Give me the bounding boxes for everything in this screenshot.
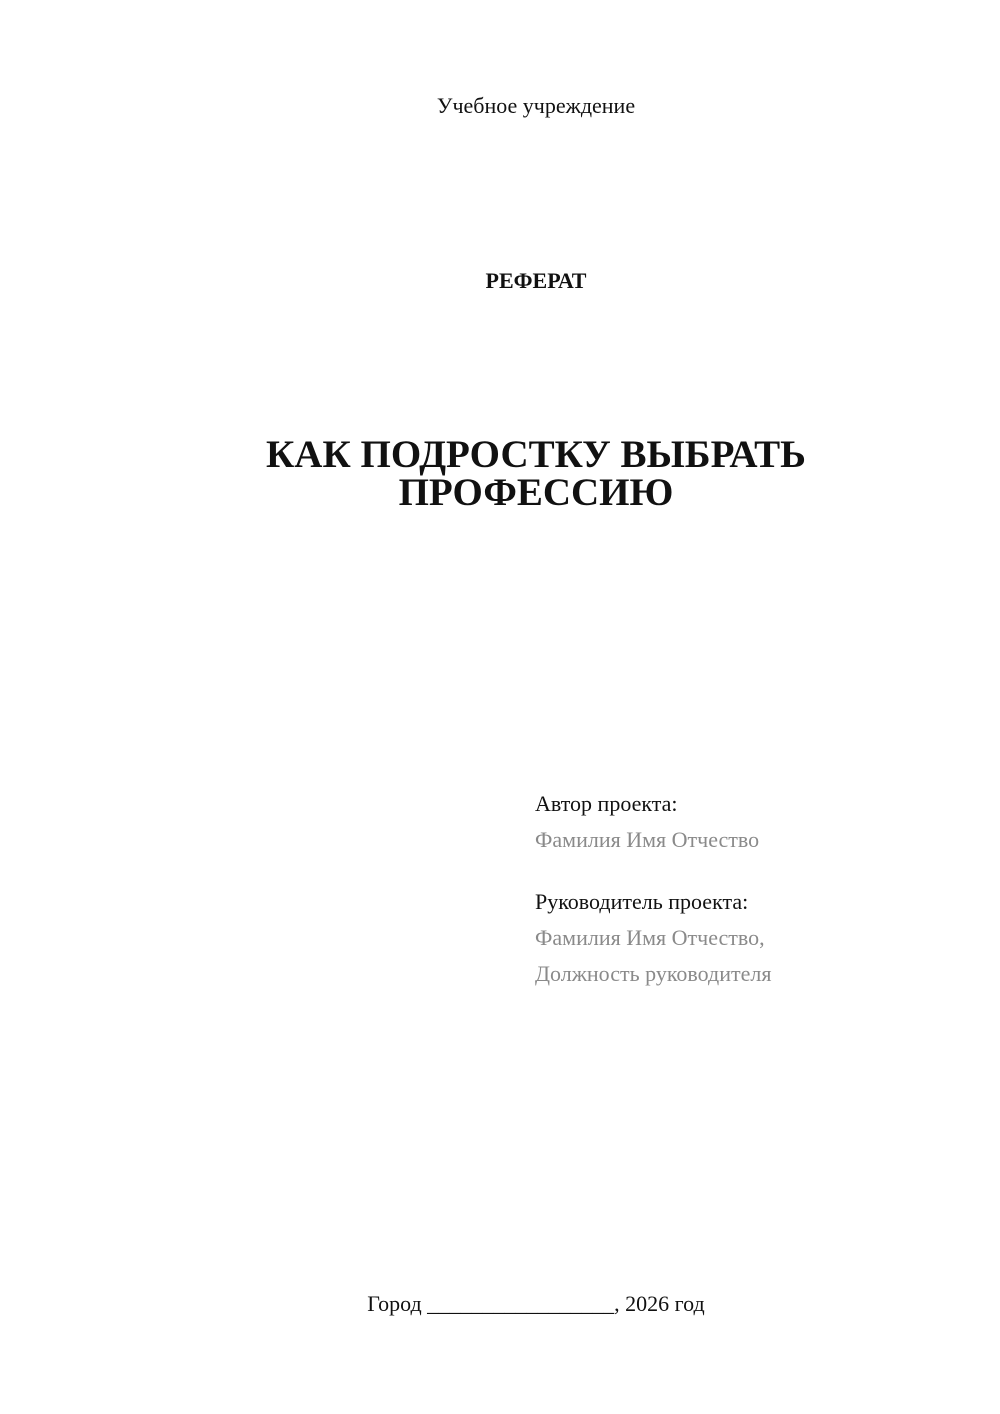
author-label: Автор проекта: [535,791,678,816]
signature-spacer [535,858,955,884]
document-type: РЕФЕРАТ [485,268,587,293]
supervisor-position: Должность руководителя [535,961,772,986]
author-name: Фамилия Имя Отчество [535,827,760,852]
city-year-line: Город _________________, 2026 год [367,1291,705,1316]
supervisor-name: Фамилия Имя Отчество, [535,925,765,950]
document-title-line-1: КАК ПОДРОСТКУ ВЫБРАТЬ [266,433,806,476]
institution-name: Учебное учреждение [436,93,636,118]
signature-block [535,786,955,992]
document-title [36,433,1000,514]
document-title-line-2: ПРОФЕССИЮ [398,471,674,514]
supervisor-label: Руководитель проекта: [535,889,749,914]
